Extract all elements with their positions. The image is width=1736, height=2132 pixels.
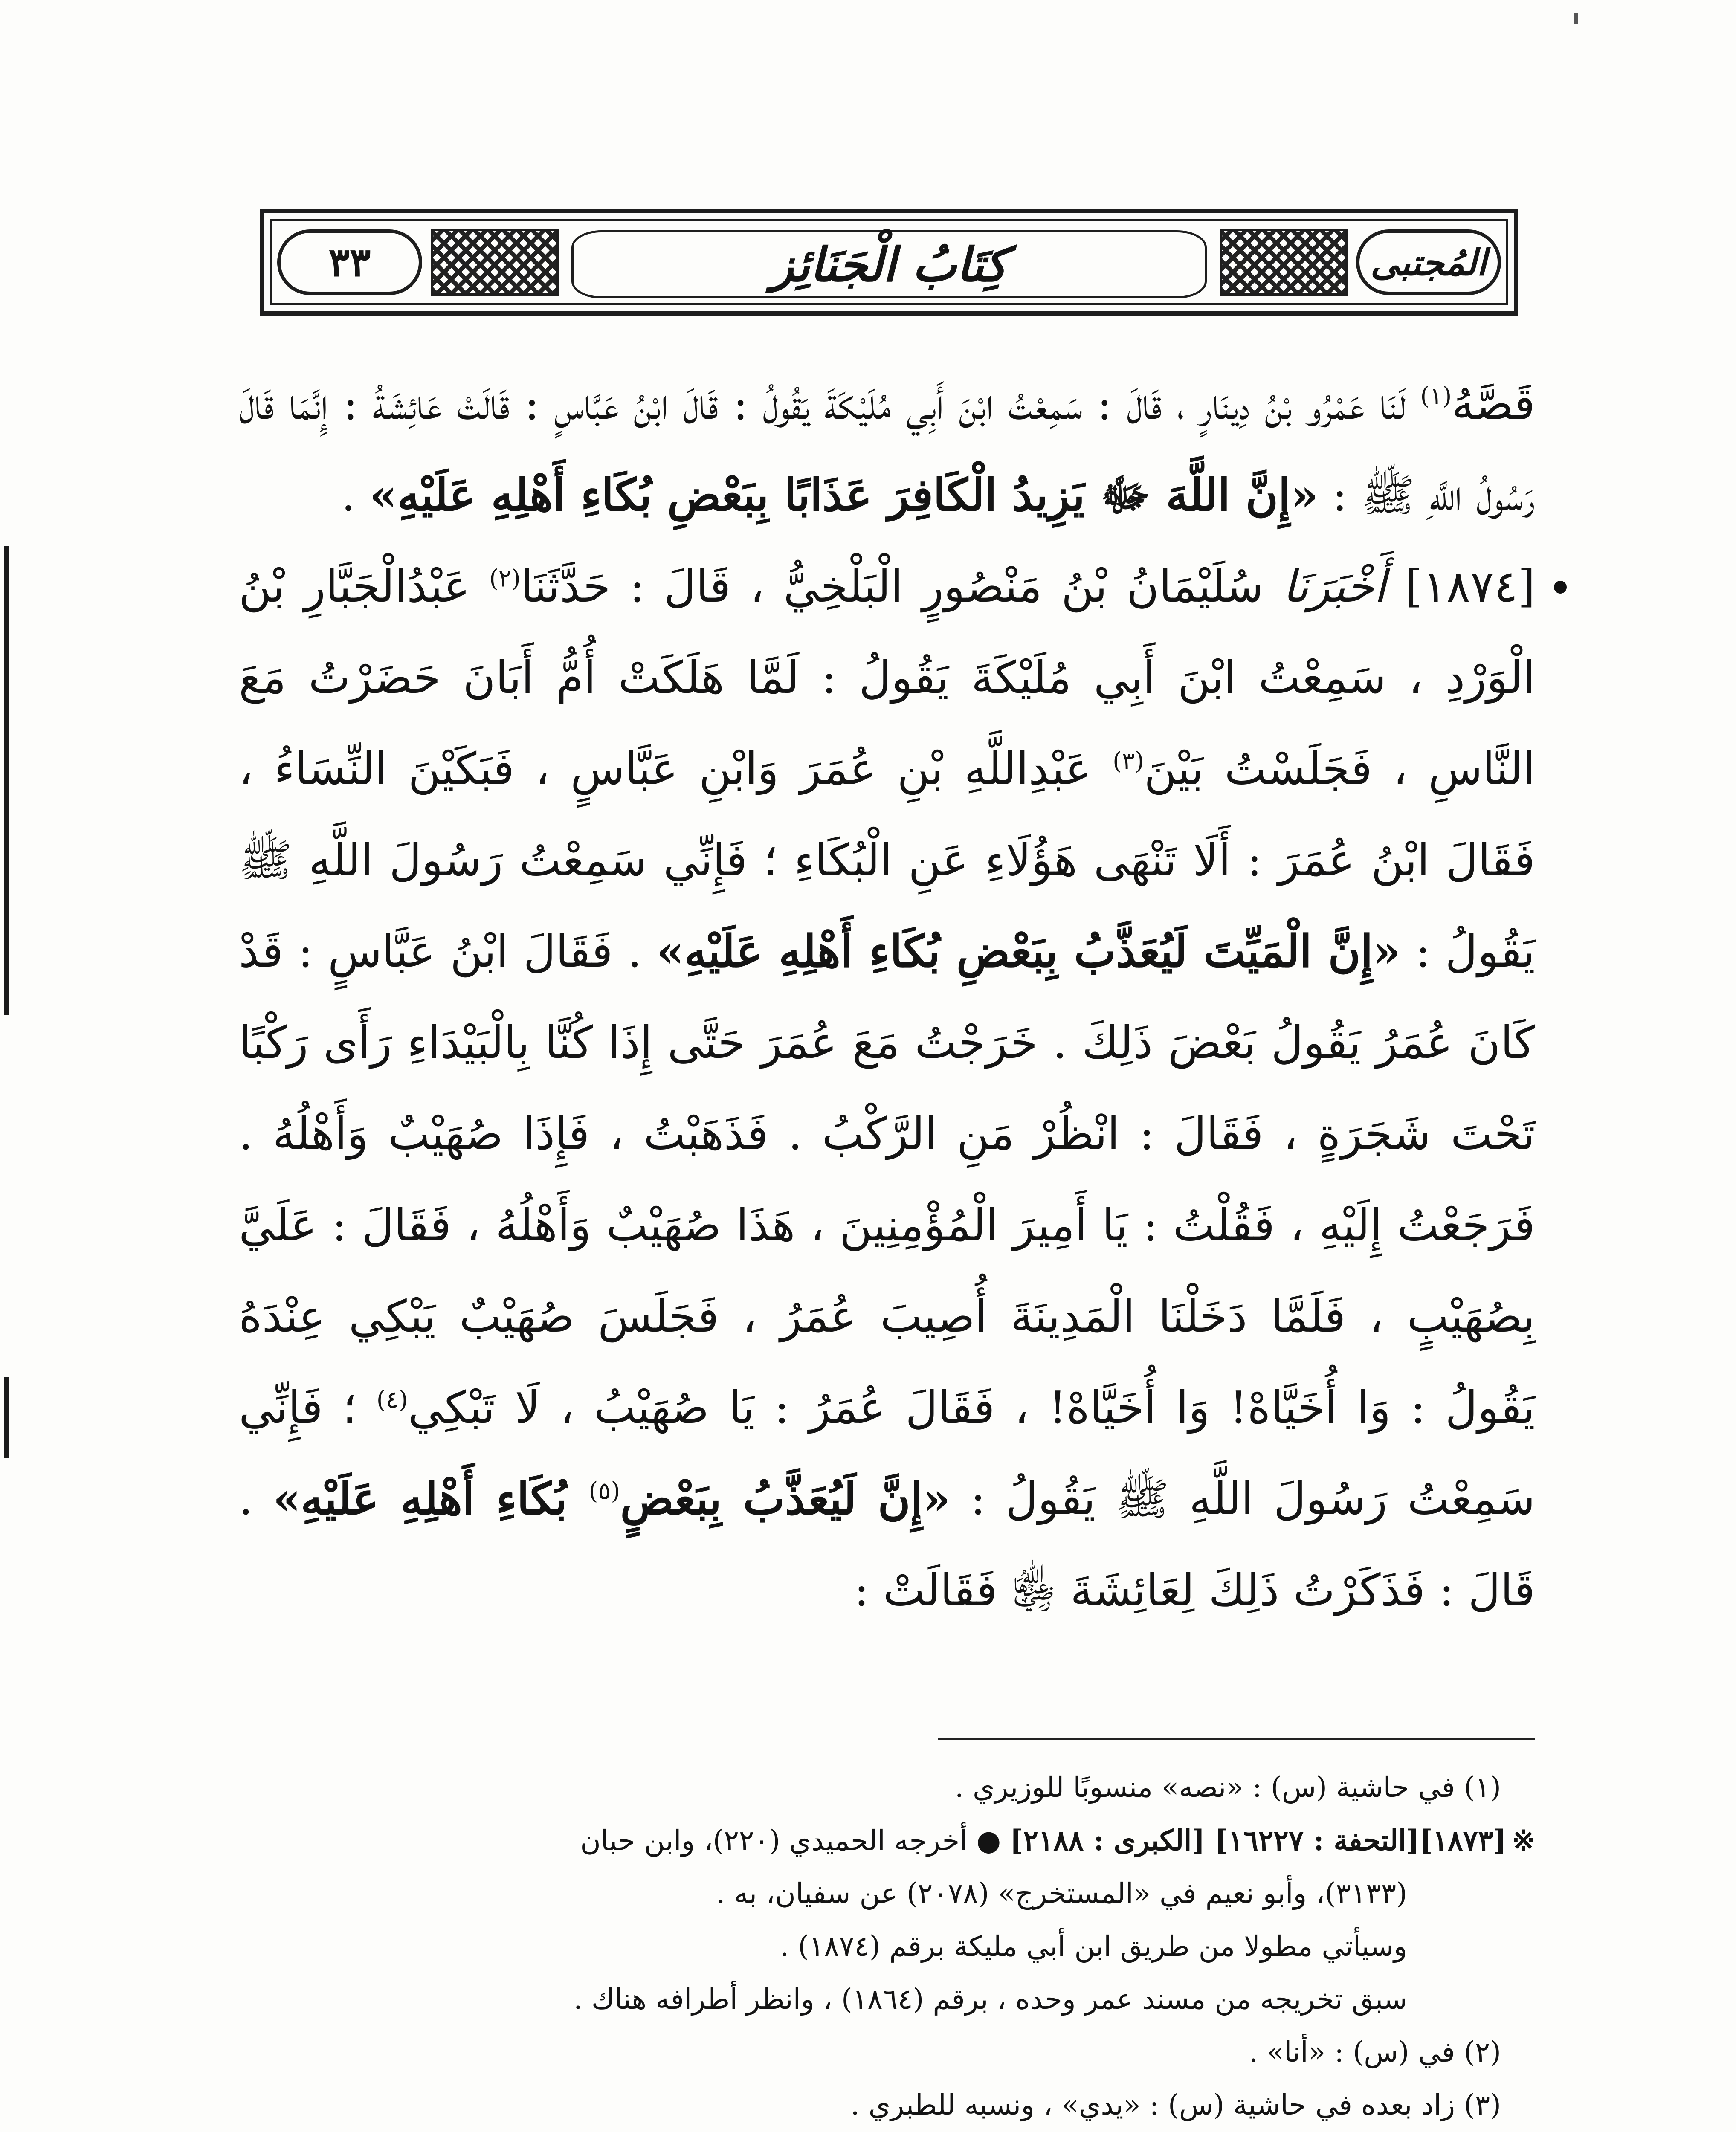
footnote-2: (٢) في (س) : «أنا» . xyxy=(1249,2036,1501,2068)
footnote-3: (٣) زاد بعده في حاشية (س) : «يدي» ، ونسبه للطبري . xyxy=(850,2089,1501,2121)
akhbarana-word: أَخْبَرَنَا xyxy=(1282,560,1386,612)
hadith-number: [١٨٧٤] xyxy=(1386,560,1536,612)
text-run: عَبْدُالْجَبَّارِ بْنُ الْوَرْدِ ، سَمِعْتُ ابْنَ أَبِي مُلَيْكَةَ يَقُولُ : لَمَّا هَلَكَتْ أُمُّ أَبَانَ حَضَرْتُ مَعَ النَّاسِ ، فَجَلَسْتُ بَيْنَ xyxy=(239,560,1535,795)
footnote-1873-line4: سبق تخريجه من مسند عمر وحده ، برقم (١٨٦٤) ، وانظر أطرافه هناك . xyxy=(573,1983,1407,2016)
running-header xyxy=(260,209,1518,316)
scan-edge-line xyxy=(4,546,9,1015)
chapter-title: كِتَابُ الْجَنَائِز xyxy=(571,230,1207,298)
text-run: عَبْدِاللَّهِ بْنِ عُمَرَ وَابْنِ عَبَّاسٍ ، فَبَكَيْنَ النِّسَاءُ ، فَقَالَ ابْنُ عُمَرَ : أَلَا تَنْهَى هَؤُلَاءِ عَنِ الْبُكَاءِ ؛ فَإِنِّي سَمِعْتُ رَسُولَ اللَّهِ ﷺ يَقُولُ : xyxy=(239,743,1536,977)
footnote-ref-5: (٥) xyxy=(588,1477,620,1505)
footnote-separator xyxy=(938,1738,1535,1740)
page-number-cartouche xyxy=(277,229,422,295)
page-number: ٣٣ xyxy=(328,239,371,285)
main-text xyxy=(239,358,1535,1636)
header-ornament-right xyxy=(1220,229,1348,296)
text-run: . xyxy=(341,469,370,521)
footnote-ref-3: (٣) xyxy=(1113,747,1144,775)
footnote-1873-cont: (٣١٣٣)، وأبو نعيم في «المستخرج» (٢٠٧٨) عن سفيان، به . xyxy=(716,1877,1407,1910)
text-run: سُلَيْمَانُ بْنُ مَنْصُورٍ الْبَلْخِيُّ ، قَالَ : حَدَّثَنَا xyxy=(520,560,1283,612)
text-run: . قَالَ : فَذَكَرْتُ ذَلِكَ لِعَائِشَةَ ﵂ فَقَالَتْ : xyxy=(239,1473,1535,1616)
footnote-ref-1: (١) xyxy=(1420,382,1452,410)
hadith-1874 xyxy=(239,541,1535,1636)
footnote-1873 xyxy=(239,1814,1535,1867)
footnotes xyxy=(239,1761,1535,2132)
text-run: قَصَّهُ xyxy=(1452,378,1536,430)
footnote-1: (١) في حاشية (س) : «نصه» منسوبًا للوزيري . xyxy=(955,1771,1501,1804)
book-logo: المُجتبى xyxy=(1370,241,1487,284)
footnote-1873-refs: [١٨٧٣][التحفة : ١٦٢٢٧] [الكبرى : ٢١٨٨] xyxy=(1010,1824,1507,1857)
text-run: ؛ فَإِنِّي سَمِعْتُ رَسُولَ اللَّهِ ﷺ يَقُولُ : xyxy=(239,1382,1535,1525)
header-ornament-left xyxy=(431,229,559,296)
scan-speck xyxy=(1574,13,1578,24)
footnote-1873-line3: وسيأتي مطولا من طريق ابن أبي مليكة برقم (١٨٧٤) . xyxy=(780,1930,1407,1963)
hadith-matn: «إِنَّ الْمَيِّتَ لَيُعَذَّبُ بِبَعْضِ بُكَاءِ أَهْلِهِ عَلَيْهِ» xyxy=(656,925,1401,977)
text-run: . فَقَالَ ابْنُ عَبَّاسٍ : قَدْ كَانَ عُمَرُ يَقُولُ بَعْضَ ذَلِكَ . خَرَجْتُ مَعَ عُمَرَ حَتَّى إِذَا كُنَّا بِالْبَيْدَاءِ رَأَى رَكْبًا تَحْتَ شَجَرَةٍ ، فَقَالَ : انْظُرْ مَنِ الرَّكْبُ . فَذَهَبْتُ ، فَإِذَا صُهَيْبٌ وَأَهْلُهُ . فَرَجَعْتُ إِلَيْهِ ، فَقُلْتُ : يَا أَمِيرَ الْمُؤْمِنِينَ ، هَذَا صُهَيْبٌ وَأَهْلُهُ ، فَقَالَ : عَلَيَّ بِصُهَيْبٍ ، فَلَمَّا دَخَلْنَا الْمَدِينَةَ أُصِيبَ عُمَرُ ، فَجَلَسَ صُهَيْبٌ يَبْكِي عِنْدَهُ يَقُولُ : وَا أُخَيَّاهْ! وَا أُخَيَّاهْ! ، فَقَالَ عُمَرُ : يَا صُهَيْبُ ، لَا تَبْكِي xyxy=(239,925,1536,1434)
footnote-1873-text: ● أخرجه الحميدي (٢٢٠)، وابن حبان xyxy=(580,1824,1010,1857)
hadith-matn: «إِنَّ لَيُعَذَّبُ بِبَعْضٍ xyxy=(620,1472,951,1525)
paragraph-continuation xyxy=(239,358,1535,541)
hadith-matn: بُكَاءِ أَهْلِهِ عَلَيْهِ» xyxy=(273,1472,589,1525)
footnote-ref-2: (٢) xyxy=(489,565,521,593)
bullet-icon xyxy=(1554,581,1567,594)
hadith-matn: «إِنَّ اللَّهَ ﷻ يَزِيدُ الْكَافِرَ عَذَابًا بِبَعْضِ بُكَاءِ أَهْلِهِ عَلَيْهِ» xyxy=(369,469,1319,521)
scan-edge-line xyxy=(4,1377,9,1458)
footnote-ref-4: (٤) xyxy=(376,1386,408,1414)
book-logo-cartouche xyxy=(1356,229,1501,295)
text-run: لَنَا عَمْرُو بْنُ دِينَارٍ ، قَالَ : سَمِعْتُ ابْنَ أَبِي مُلَيْكَةَ يَقُولُ : قَالَ ابْنُ عَبَّاسٍ : قَالَتْ عَائِشَةُ : إِنَّمَا قَالَ رَسُولُ اللَّهِ ﷺ : xyxy=(239,378,1535,521)
star-icon: ※ xyxy=(1511,1824,1535,1857)
